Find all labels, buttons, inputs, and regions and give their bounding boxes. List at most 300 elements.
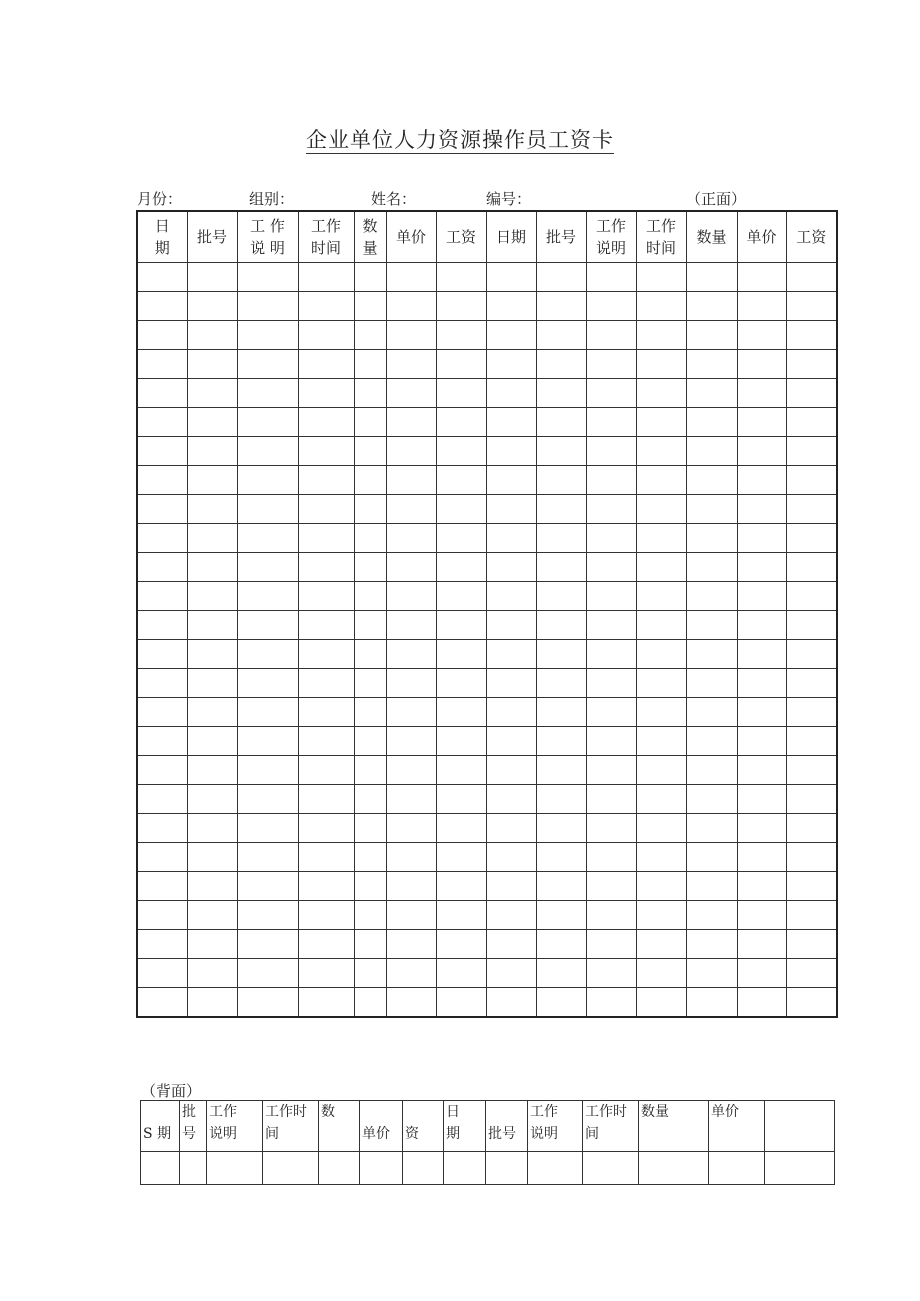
front-table-cell[interactable] — [237, 901, 298, 930]
front-table-cell[interactable] — [237, 756, 298, 785]
front-table-cell[interactable] — [436, 930, 486, 959]
front-table-cell[interactable] — [386, 292, 436, 321]
front-table-cell[interactable] — [137, 669, 187, 698]
front-table-cell[interactable] — [636, 582, 686, 611]
front-table-cell[interactable] — [436, 408, 486, 437]
front-table-cell[interactable] — [436, 872, 486, 901]
front-table-cell[interactable] — [586, 379, 636, 408]
front-table-cell[interactable] — [237, 959, 298, 988]
front-table-cell[interactable] — [237, 437, 298, 466]
front-table-cell[interactable] — [386, 756, 436, 785]
front-table-cell[interactable] — [786, 727, 837, 756]
front-table-cell[interactable] — [436, 321, 486, 350]
front-table-cell[interactable] — [686, 321, 737, 350]
front-table-cell[interactable] — [137, 843, 187, 872]
front-table-cell[interactable] — [536, 669, 586, 698]
front-table-cell[interactable] — [354, 640, 386, 669]
front-table-cell[interactable] — [386, 843, 436, 872]
back-table-cell[interactable] — [360, 1152, 403, 1185]
front-table-cell[interactable] — [187, 843, 237, 872]
front-table-cell[interactable] — [686, 582, 737, 611]
front-table-cell[interactable] — [436, 959, 486, 988]
front-table-cell[interactable] — [786, 930, 837, 959]
front-table-cell[interactable] — [237, 292, 298, 321]
front-table-cell[interactable] — [354, 611, 386, 640]
front-table-cell[interactable] — [187, 292, 237, 321]
front-table-cell[interactable] — [686, 263, 737, 292]
front-table-cell[interactable] — [486, 466, 536, 495]
front-table-cell[interactable] — [737, 524, 786, 553]
front-table-cell[interactable] — [786, 379, 837, 408]
front-table-cell[interactable] — [137, 611, 187, 640]
front-table-cell[interactable] — [686, 843, 737, 872]
front-table-cell[interactable] — [187, 727, 237, 756]
front-table-cell[interactable] — [586, 959, 636, 988]
front-table-cell[interactable] — [298, 350, 354, 379]
front-table-cell[interactable] — [436, 524, 486, 553]
front-table-cell[interactable] — [786, 785, 837, 814]
front-table-cell[interactable] — [237, 640, 298, 669]
front-table-cell[interactable] — [486, 408, 536, 437]
front-table-cell[interactable] — [298, 640, 354, 669]
front-table-cell[interactable] — [237, 582, 298, 611]
front-table-cell[interactable] — [486, 756, 536, 785]
front-table-cell[interactable] — [386, 901, 436, 930]
front-table-cell[interactable] — [354, 988, 386, 1018]
front-table-cell[interactable] — [636, 379, 686, 408]
front-table-cell[interactable] — [354, 814, 386, 843]
back-table-cell[interactable] — [180, 1152, 207, 1185]
front-table-cell[interactable] — [686, 814, 737, 843]
front-table-cell[interactable] — [354, 263, 386, 292]
front-table-cell[interactable] — [536, 321, 586, 350]
front-table-cell[interactable] — [636, 640, 686, 669]
front-table-cell[interactable] — [237, 669, 298, 698]
front-table-cell[interactable] — [536, 466, 586, 495]
front-table-cell[interactable] — [737, 408, 786, 437]
front-table-cell[interactable] — [486, 582, 536, 611]
front-table-cell[interactable] — [436, 727, 486, 756]
front-table-cell[interactable] — [737, 292, 786, 321]
front-table-cell[interactable] — [737, 727, 786, 756]
front-table-cell[interactable] — [137, 582, 187, 611]
front-table-cell[interactable] — [298, 379, 354, 408]
front-table-cell[interactable] — [636, 495, 686, 524]
front-table-cell[interactable] — [386, 727, 436, 756]
front-table-cell[interactable] — [354, 524, 386, 553]
front-table-cell[interactable] — [636, 698, 686, 727]
front-table-cell[interactable] — [536, 524, 586, 553]
front-table-cell[interactable] — [636, 263, 686, 292]
front-table-cell[interactable] — [737, 611, 786, 640]
front-table-cell[interactable] — [436, 466, 486, 495]
front-table-cell[interactable] — [786, 872, 837, 901]
front-table-cell[interactable] — [436, 292, 486, 321]
front-table-cell[interactable] — [786, 292, 837, 321]
front-table-cell[interactable] — [786, 959, 837, 988]
front-table-cell[interactable] — [436, 553, 486, 582]
front-table-cell[interactable] — [737, 756, 786, 785]
front-table-cell[interactable] — [686, 640, 737, 669]
front-table-cell[interactable] — [536, 379, 586, 408]
front-table-cell[interactable] — [737, 988, 786, 1018]
front-table-cell[interactable] — [298, 553, 354, 582]
front-table-cell[interactable] — [586, 408, 636, 437]
front-table-cell[interactable] — [737, 437, 786, 466]
front-table-cell[interactable] — [436, 582, 486, 611]
front-table-cell[interactable] — [386, 785, 436, 814]
front-table-cell[interactable] — [686, 959, 737, 988]
front-table-cell[interactable] — [636, 350, 686, 379]
front-table-cell[interactable] — [586, 263, 636, 292]
front-table-cell[interactable] — [737, 640, 786, 669]
front-table-cell[interactable] — [237, 988, 298, 1018]
front-table-cell[interactable] — [586, 930, 636, 959]
front-table-cell[interactable] — [486, 350, 536, 379]
back-table-cell[interactable] — [319, 1152, 360, 1185]
front-table-cell[interactable] — [686, 437, 737, 466]
front-table-cell[interactable] — [636, 814, 686, 843]
front-table-cell[interactable] — [786, 669, 837, 698]
front-table-cell[interactable] — [187, 321, 237, 350]
front-table-cell[interactable] — [737, 466, 786, 495]
front-table-cell[interactable] — [137, 263, 187, 292]
front-table-cell[interactable] — [786, 437, 837, 466]
front-table-cell[interactable] — [436, 437, 486, 466]
front-table-cell[interactable] — [636, 553, 686, 582]
front-table-cell[interactable] — [237, 408, 298, 437]
front-table-cell[interactable] — [354, 321, 386, 350]
front-table-cell[interactable] — [737, 553, 786, 582]
front-table-cell[interactable] — [486, 814, 536, 843]
front-table-cell[interactable] — [436, 350, 486, 379]
front-table-cell[interactable] — [536, 843, 586, 872]
front-table-cell[interactable] — [386, 959, 436, 988]
front-table-cell[interactable] — [586, 872, 636, 901]
front-table-cell[interactable] — [187, 756, 237, 785]
front-table-cell[interactable] — [686, 785, 737, 814]
front-table-cell[interactable] — [586, 553, 636, 582]
front-table-cell[interactable] — [298, 814, 354, 843]
front-table-cell[interactable] — [137, 553, 187, 582]
front-table-cell[interactable] — [354, 495, 386, 524]
front-table-cell[interactable] — [486, 263, 536, 292]
front-table-cell[interactable] — [187, 350, 237, 379]
front-table-cell[interactable] — [298, 727, 354, 756]
front-table-cell[interactable] — [137, 814, 187, 843]
front-table-cell[interactable] — [137, 988, 187, 1018]
front-table-cell[interactable] — [786, 988, 837, 1018]
front-table-cell[interactable] — [187, 524, 237, 553]
front-table-cell[interactable] — [586, 785, 636, 814]
front-table-cell[interactable] — [436, 495, 486, 524]
front-table-cell[interactable] — [486, 727, 536, 756]
front-table-cell[interactable] — [737, 814, 786, 843]
front-table-cell[interactable] — [187, 263, 237, 292]
front-table-cell[interactable] — [737, 872, 786, 901]
back-table-cell[interactable] — [403, 1152, 444, 1185]
front-table-cell[interactable] — [386, 698, 436, 727]
front-table-cell[interactable] — [187, 669, 237, 698]
front-table-cell[interactable] — [354, 843, 386, 872]
front-table-cell[interactable] — [237, 611, 298, 640]
front-table-cell[interactable] — [486, 988, 536, 1018]
front-table-cell[interactable] — [786, 640, 837, 669]
front-table-cell[interactable] — [686, 698, 737, 727]
front-table-cell[interactable] — [137, 785, 187, 814]
front-table-cell[interactable] — [586, 669, 636, 698]
front-table-cell[interactable] — [386, 350, 436, 379]
front-table-cell[interactable] — [536, 611, 586, 640]
front-table-cell[interactable] — [237, 553, 298, 582]
front-table-cell[interactable] — [586, 321, 636, 350]
front-table-cell[interactable] — [137, 292, 187, 321]
front-table-cell[interactable] — [486, 640, 536, 669]
front-table-cell[interactable] — [536, 495, 586, 524]
front-table-cell[interactable] — [486, 669, 536, 698]
front-table-cell[interactable] — [486, 437, 536, 466]
front-table-cell[interactable] — [137, 321, 187, 350]
front-table-cell[interactable] — [486, 524, 536, 553]
front-table-cell[interactable] — [237, 379, 298, 408]
front-table-cell[interactable] — [137, 872, 187, 901]
front-table-cell[interactable] — [386, 988, 436, 1018]
front-table-cell[interactable] — [386, 437, 436, 466]
front-table-cell[interactable] — [686, 988, 737, 1018]
back-table-cell[interactable] — [207, 1152, 263, 1185]
front-table-cell[interactable] — [386, 408, 436, 437]
front-table-cell[interactable] — [298, 872, 354, 901]
front-table-cell[interactable] — [354, 930, 386, 959]
front-table-cell[interactable] — [536, 785, 586, 814]
front-table-cell[interactable] — [187, 553, 237, 582]
front-table-cell[interactable] — [737, 843, 786, 872]
front-table-cell[interactable] — [137, 466, 187, 495]
front-table-cell[interactable] — [237, 495, 298, 524]
front-table-cell[interactable] — [187, 437, 237, 466]
front-table-cell[interactable] — [737, 321, 786, 350]
front-table-cell[interactable] — [636, 321, 686, 350]
front-table-cell[interactable] — [786, 321, 837, 350]
front-table-cell[interactable] — [386, 814, 436, 843]
front-table-cell[interactable] — [786, 843, 837, 872]
front-table-cell[interactable] — [187, 495, 237, 524]
front-table-cell[interactable] — [536, 553, 586, 582]
front-table-cell[interactable] — [486, 495, 536, 524]
front-table-cell[interactable] — [137, 959, 187, 988]
front-table-cell[interactable] — [737, 379, 786, 408]
front-table-cell[interactable] — [237, 524, 298, 553]
front-table-cell[interactable] — [586, 582, 636, 611]
front-table-cell[interactable] — [137, 408, 187, 437]
front-table-cell[interactable] — [354, 466, 386, 495]
front-table-cell[interactable] — [298, 263, 354, 292]
front-table-cell[interactable] — [636, 408, 686, 437]
back-table-cell[interactable] — [528, 1152, 583, 1185]
front-table-cell[interactable] — [536, 698, 586, 727]
back-table-cell[interactable] — [263, 1152, 319, 1185]
front-table-cell[interactable] — [786, 756, 837, 785]
front-table-cell[interactable] — [686, 611, 737, 640]
front-table-cell[interactable] — [436, 698, 486, 727]
front-table-cell[interactable] — [536, 959, 586, 988]
front-table-cell[interactable] — [686, 901, 737, 930]
front-table-cell[interactable] — [636, 524, 686, 553]
front-table-cell[interactable] — [436, 756, 486, 785]
front-table-cell[interactable] — [386, 553, 436, 582]
front-table-cell[interactable] — [737, 785, 786, 814]
front-table-cell[interactable] — [536, 901, 586, 930]
front-table-cell[interactable] — [137, 437, 187, 466]
front-table-cell[interactable] — [486, 959, 536, 988]
front-table-cell[interactable] — [354, 669, 386, 698]
front-table-cell[interactable] — [298, 408, 354, 437]
front-table-cell[interactable] — [786, 553, 837, 582]
front-table-cell[interactable] — [137, 350, 187, 379]
front-table-cell[interactable] — [686, 350, 737, 379]
front-table-cell[interactable] — [354, 292, 386, 321]
front-table-cell[interactable] — [737, 495, 786, 524]
front-table-cell[interactable] — [786, 611, 837, 640]
front-table-cell[interactable] — [386, 640, 436, 669]
front-table-cell[interactable] — [486, 379, 536, 408]
front-table-cell[interactable] — [298, 611, 354, 640]
front-table-cell[interactable] — [786, 524, 837, 553]
front-table-cell[interactable] — [386, 669, 436, 698]
front-table-cell[interactable] — [636, 843, 686, 872]
front-table-cell[interactable] — [786, 408, 837, 437]
front-table-cell[interactable] — [187, 814, 237, 843]
front-table-cell[interactable] — [298, 785, 354, 814]
front-table-cell[interactable] — [586, 756, 636, 785]
front-table-cell[interactable] — [187, 901, 237, 930]
back-table-cell[interactable] — [765, 1152, 835, 1185]
front-table-cell[interactable] — [586, 814, 636, 843]
back-table-cell[interactable] — [583, 1152, 639, 1185]
front-table-cell[interactable] — [187, 611, 237, 640]
front-table-cell[interactable] — [586, 437, 636, 466]
front-table-cell[interactable] — [436, 843, 486, 872]
front-table-cell[interactable] — [298, 843, 354, 872]
front-table-cell[interactable] — [354, 379, 386, 408]
front-table-cell[interactable] — [298, 582, 354, 611]
front-table-cell[interactable] — [636, 959, 686, 988]
front-table-cell[interactable] — [536, 872, 586, 901]
front-table-cell[interactable] — [636, 930, 686, 959]
front-table-cell[interactable] — [536, 756, 586, 785]
front-table-cell[interactable] — [486, 321, 536, 350]
front-table-cell[interactable] — [298, 669, 354, 698]
front-table-cell[interactable] — [786, 263, 837, 292]
front-table-cell[interactable] — [636, 901, 686, 930]
front-table-cell[interactable] — [187, 930, 237, 959]
front-table-cell[interactable] — [237, 814, 298, 843]
front-table-cell[interactable] — [636, 756, 686, 785]
front-table-cell[interactable] — [536, 292, 586, 321]
front-table-cell[interactable] — [636, 785, 686, 814]
front-table-cell[interactable] — [786, 466, 837, 495]
front-table-cell[interactable] — [137, 930, 187, 959]
front-table-cell[interactable] — [237, 466, 298, 495]
front-table-cell[interactable] — [786, 901, 837, 930]
front-table-cell[interactable] — [187, 379, 237, 408]
front-table-cell[interactable] — [386, 263, 436, 292]
front-table-cell[interactable] — [686, 872, 737, 901]
front-table-cell[interactable] — [386, 582, 436, 611]
front-table-cell[interactable] — [237, 350, 298, 379]
front-table-cell[interactable] — [137, 495, 187, 524]
front-table-cell[interactable] — [686, 727, 737, 756]
front-table-cell[interactable] — [187, 640, 237, 669]
front-table-cell[interactable] — [237, 263, 298, 292]
front-table-cell[interactable] — [354, 553, 386, 582]
front-table-cell[interactable] — [137, 698, 187, 727]
front-table-cell[interactable] — [786, 495, 837, 524]
front-table-cell[interactable] — [354, 785, 386, 814]
front-table-cell[interactable] — [686, 408, 737, 437]
front-table-cell[interactable] — [298, 321, 354, 350]
front-table-cell[interactable] — [586, 495, 636, 524]
front-table-cell[interactable] — [187, 466, 237, 495]
front-table-cell[interactable] — [586, 640, 636, 669]
front-table-cell[interactable] — [686, 466, 737, 495]
front-table-cell[interactable] — [486, 930, 536, 959]
front-table-cell[interactable] — [536, 350, 586, 379]
front-table-cell[interactable] — [636, 611, 686, 640]
front-table-cell[interactable] — [237, 872, 298, 901]
front-table-cell[interactable] — [354, 756, 386, 785]
front-table-cell[interactable] — [298, 930, 354, 959]
back-table-cell[interactable] — [639, 1152, 709, 1185]
front-table-cell[interactable] — [586, 524, 636, 553]
front-table-cell[interactable] — [298, 959, 354, 988]
front-table-cell[interactable] — [137, 524, 187, 553]
front-table-cell[interactable] — [298, 988, 354, 1018]
front-table-cell[interactable] — [536, 640, 586, 669]
front-table-cell[interactable] — [237, 843, 298, 872]
front-table-cell[interactable] — [586, 466, 636, 495]
front-table-cell[interactable] — [486, 872, 536, 901]
front-table-cell[interactable] — [737, 698, 786, 727]
front-table-cell[interactable] — [187, 959, 237, 988]
front-table-cell[interactable] — [298, 756, 354, 785]
front-table-cell[interactable] — [187, 582, 237, 611]
front-table-cell[interactable] — [386, 379, 436, 408]
front-table-cell[interactable] — [237, 785, 298, 814]
front-table-cell[interactable] — [536, 263, 586, 292]
front-table-cell[interactable] — [436, 814, 486, 843]
front-table-cell[interactable] — [137, 379, 187, 408]
front-table-cell[interactable] — [536, 988, 586, 1018]
front-table-cell[interactable] — [298, 292, 354, 321]
front-table-cell[interactable] — [137, 756, 187, 785]
front-table-cell[interactable] — [686, 379, 737, 408]
front-table-cell[interactable] — [354, 698, 386, 727]
front-table-cell[interactable] — [436, 379, 486, 408]
front-table-cell[interactable] — [386, 466, 436, 495]
front-table-cell[interactable] — [237, 698, 298, 727]
front-table-cell[interactable] — [536, 727, 586, 756]
front-table-cell[interactable] — [137, 727, 187, 756]
front-table-cell[interactable] — [586, 611, 636, 640]
front-table-cell[interactable] — [586, 843, 636, 872]
front-table-cell[interactable] — [686, 495, 737, 524]
front-table-cell[interactable] — [298, 698, 354, 727]
front-table-cell[interactable] — [686, 669, 737, 698]
front-table-cell[interactable] — [586, 292, 636, 321]
front-table-cell[interactable] — [536, 814, 586, 843]
back-table-cell[interactable] — [444, 1152, 486, 1185]
